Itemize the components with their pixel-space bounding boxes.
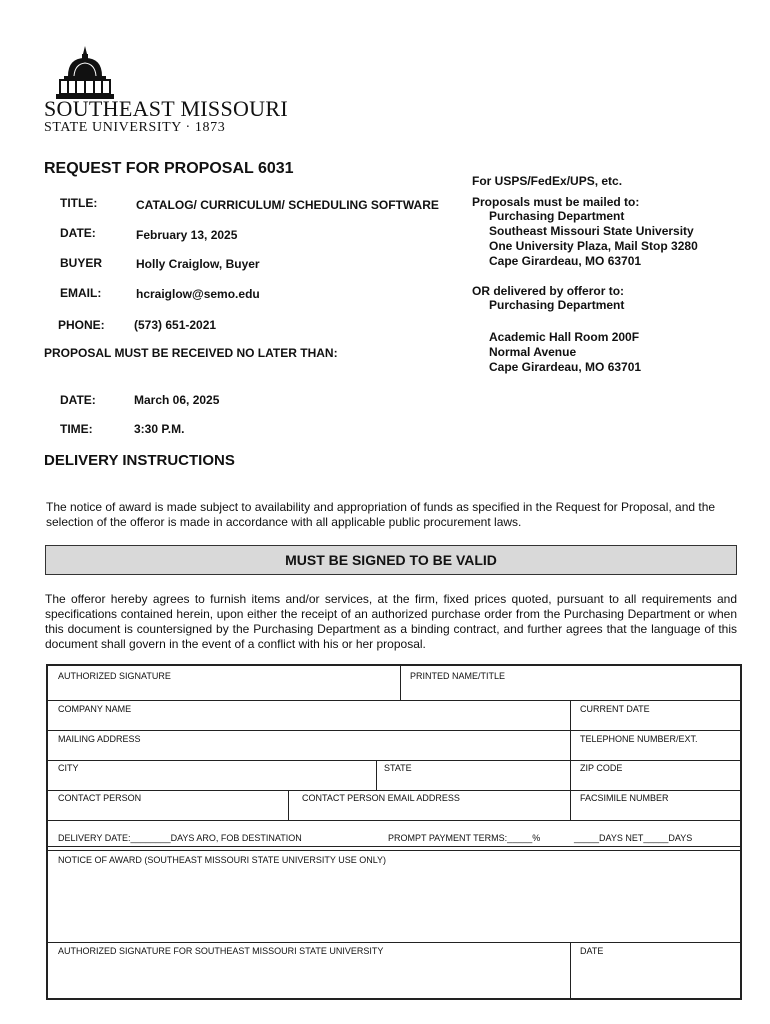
payment-terms-field[interactable]: PROMPT PAYMENT TERMS:_____% bbox=[388, 833, 541, 843]
delivery-heading: DELIVERY INSTRUCTIONS bbox=[44, 452, 235, 469]
facsimile-field[interactable]: FACSIMILE NUMBER bbox=[580, 793, 669, 803]
delivery-date-field[interactable]: DELIVERY DATE:________DAYS ARO, FOB DESTINATION bbox=[58, 833, 302, 843]
rfp-heading: REQUEST FOR PROPOSAL 6031 bbox=[44, 160, 294, 177]
company-name-field[interactable]: COMPANY NAME bbox=[58, 704, 132, 714]
university-name: SOUTHEAST MISSOURI bbox=[44, 96, 288, 121]
mailing-intro: Proposals must be mailed to: bbox=[472, 195, 640, 209]
mailing-line: Southeast Missouri State University bbox=[489, 224, 694, 238]
zip-code-field[interactable]: ZIP CODE bbox=[580, 763, 623, 773]
mailing-line: Cape Girardeau, MO 63701 bbox=[489, 254, 642, 268]
authorized-signature-field[interactable]: AUTHORIZED SIGNATURE bbox=[58, 671, 171, 681]
form-divider bbox=[48, 700, 740, 701]
form-col-divider bbox=[376, 760, 377, 790]
offeror-intro: OR delivered by offeror to: bbox=[472, 284, 625, 298]
title-value: CATALOG/ CURRICULUM/ SCHEDULING SOFTWARE bbox=[136, 198, 439, 212]
form-divider bbox=[48, 760, 740, 761]
email-label: EMAIL: bbox=[60, 286, 102, 300]
deadline-heading: PROPOSAL MUST BE RECEIVED NO LATER THAN: bbox=[44, 346, 338, 360]
mailing-line: Purchasing Department bbox=[489, 209, 625, 223]
form-divider bbox=[48, 790, 740, 791]
signature-form bbox=[46, 664, 742, 1000]
offeror-line: Academic Hall Room 200F bbox=[489, 330, 640, 344]
email-value: hcraiglow@semo.edu bbox=[136, 287, 260, 301]
form-col-divider bbox=[570, 700, 571, 820]
must-sign-banner: MUST BE SIGNED TO BE VALID bbox=[45, 545, 737, 575]
form-col-divider bbox=[570, 942, 571, 998]
days-net-field[interactable]: _____DAYS NET_____DAYS bbox=[574, 833, 693, 843]
contact-person-field[interactable]: CONTACT PERSON bbox=[58, 793, 142, 803]
contact-email-field[interactable]: CONTACT PERSON EMAIL ADDRESS bbox=[302, 793, 460, 803]
due-date-value: March 06, 2025 bbox=[134, 393, 220, 407]
due-time-value: 3:30 P.M. bbox=[134, 422, 185, 436]
title-label: TITLE: bbox=[60, 196, 98, 210]
mailing-line: One University Plaza, Mail Stop 3280 bbox=[489, 239, 698, 253]
due-time-label: TIME: bbox=[60, 422, 93, 436]
award-date-field[interactable]: DATE bbox=[580, 946, 604, 956]
city-field[interactable]: CITY bbox=[58, 763, 79, 773]
date-label: DATE: bbox=[60, 226, 96, 240]
current-date-field[interactable]: CURRENT DATE bbox=[580, 704, 650, 714]
form-col-divider bbox=[288, 790, 289, 820]
form-divider bbox=[48, 850, 740, 851]
buyer-value: Holly Craiglow, Buyer bbox=[136, 257, 260, 271]
agreement-text: The offeror hereby agrees to furnish items and/or services, at the firm, fixed prices quoted, pursuant to all requirements and specifications contained herein, upon either the receipt of an authorized purchase order from the Purchasing Department or when this document is countersigned by the Purchasing Department as a binding contract, and further agrees that the language of this document shall govern in the event of a conflict with his or her proposal. bbox=[45, 592, 737, 651]
mailing-address-field[interactable]: MAILING ADDRESS bbox=[58, 734, 141, 744]
printed-name-field[interactable]: PRINTED NAME/TITLE bbox=[410, 671, 506, 681]
offeror-line: Cape Girardeau, MO 63701 bbox=[489, 360, 642, 374]
due-date-label: DATE: bbox=[60, 393, 96, 407]
university-subtitle: STATE UNIVERSITY · 1873 bbox=[44, 120, 226, 135]
phone-label: PHONE: bbox=[58, 318, 105, 332]
notice-text: The notice of award is made subject to availability and appropriation of funds as specified in the Request for Proposal, and the selection of the offeror is made in accordance with all applicable public procurement laws. bbox=[46, 500, 716, 529]
university-dome-logo bbox=[54, 44, 116, 102]
phone-value: (573) 651-2021 bbox=[134, 318, 217, 332]
offeror-line: Normal Avenue bbox=[489, 345, 577, 359]
form-divider bbox=[48, 846, 740, 847]
mailing-heading: For USPS/FedEx/UPS, etc. bbox=[472, 174, 623, 188]
form-divider bbox=[48, 942, 740, 943]
form-divider bbox=[48, 730, 740, 731]
state-field[interactable]: STATE bbox=[384, 763, 412, 773]
form-col-divider bbox=[400, 666, 401, 700]
date-value: February 13, 2025 bbox=[136, 228, 238, 242]
form-divider bbox=[48, 820, 740, 821]
telephone-field[interactable]: TELEPHONE NUMBER/EXT. bbox=[580, 734, 698, 744]
offeror-line: Purchasing Department bbox=[489, 298, 625, 312]
buyer-label: BUYER bbox=[60, 256, 103, 270]
notice-of-award-field[interactable]: NOTICE OF AWARD (SOUTHEAST MISSOURI STATE UNIVERSITY USE ONLY) bbox=[58, 855, 387, 865]
university-signature-field[interactable]: AUTHORIZED SIGNATURE FOR SOUTHEAST MISSOURI STATE UNIVERSITY bbox=[58, 946, 384, 956]
